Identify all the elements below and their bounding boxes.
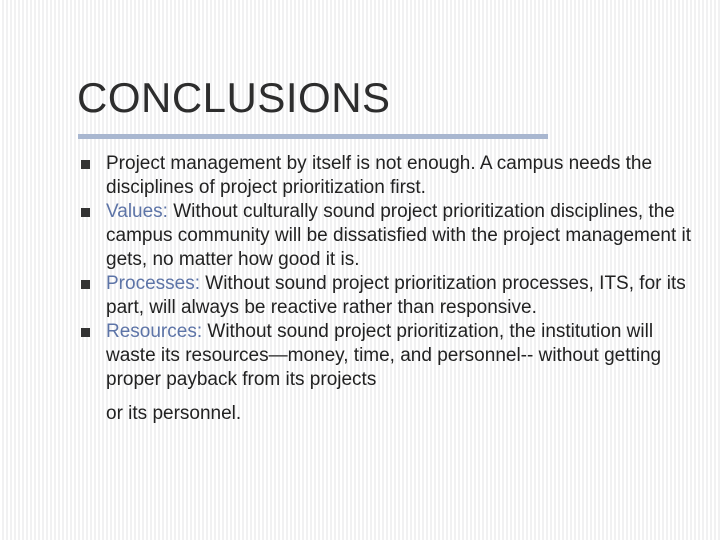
title-divider	[78, 134, 548, 139]
bullet-lead-label: Values:	[106, 201, 168, 222]
bullet-text: Project management by itself is not enough. A campus needs the disciplines of project prioritization first.	[106, 153, 653, 198]
bullet-item-project-management	[78, 152, 698, 200]
bullet-lead-label: Processes:	[106, 273, 200, 294]
bullet-item-resources	[78, 320, 698, 426]
bullet-lead-label: Resources:	[106, 321, 203, 342]
square-bullet-icon	[81, 160, 90, 169]
bullet-text: Without culturally sound project prioritization disciplines, the campus community will be dissatisfied with the project management it gets, no matter how good it is.	[106, 201, 692, 270]
bullet-item-processes	[78, 272, 698, 320]
bullet-text: Without sound project prioritization processes, ITS, for its part, will always be reactive rather than responsive.	[106, 273, 686, 318]
bullet-list	[78, 152, 698, 426]
bullet-text: Without sound project prioritization, the institution will waste its resources—money, time, and personnel-- without getting proper payback from its projects	[106, 321, 662, 390]
bullet-tail-text: or its personnel.	[106, 403, 242, 424]
square-bullet-icon	[81, 280, 90, 289]
square-bullet-icon	[81, 328, 90, 337]
bullet-item-values	[78, 200, 698, 272]
square-bullet-icon	[81, 208, 90, 217]
slide-title: CONCLUSIONS	[77, 74, 391, 121]
